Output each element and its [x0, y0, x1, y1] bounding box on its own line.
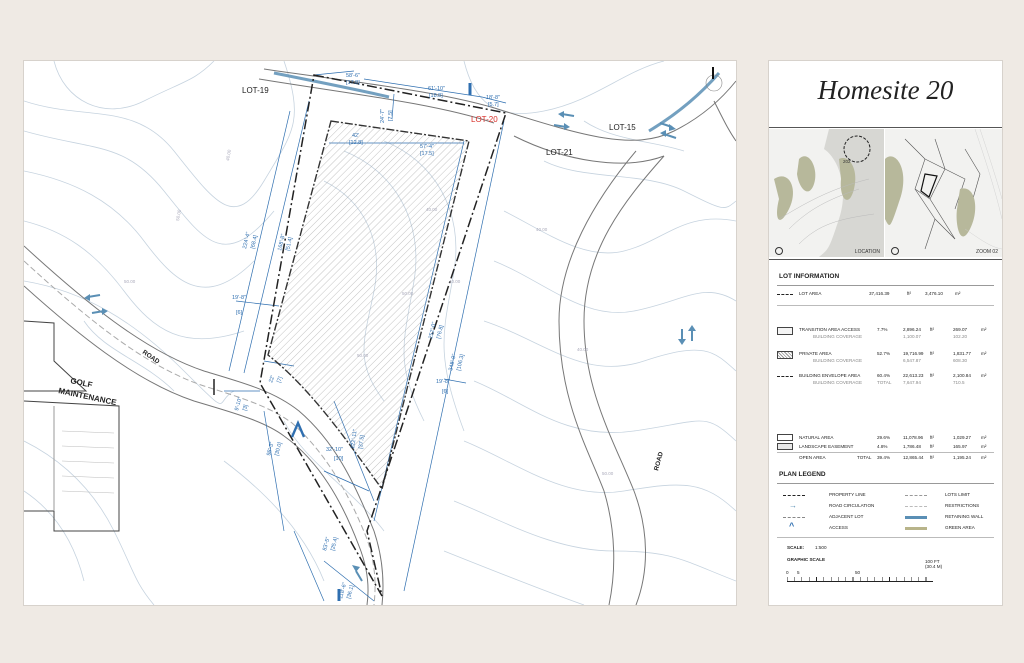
row-label: NATURAL AREA	[799, 435, 834, 440]
row-label: PRIVATE AREA	[799, 351, 832, 356]
row-sub-m: 608.30	[953, 358, 968, 363]
row-sub-m: 710.5	[953, 380, 965, 385]
dim-label: 98'-3"	[266, 441, 276, 457]
site-plan-drawing	[24, 61, 736, 605]
row-pct: 52.7%	[877, 351, 891, 356]
dim-label: [5.7]	[488, 102, 499, 108]
lot-area-m-unit: m²	[955, 291, 961, 296]
row-m: 1,195.24	[953, 455, 971, 460]
row-label: OPEN AREA	[799, 455, 826, 460]
row-ft: 11,078.96	[903, 435, 924, 440]
transition-area-row	[777, 327, 994, 341]
row-ft-unit: ft²	[930, 435, 935, 440]
retaining-wall-symbol	[905, 516, 927, 519]
lot-info-heading: LOT INFORMATION	[779, 273, 840, 280]
contour-label: 40.00	[426, 207, 438, 212]
dim-label: [12.8]	[349, 140, 363, 146]
open-area-row	[777, 455, 994, 463]
row-pct: 39.4%	[877, 455, 891, 460]
dim-label: 252'-0"	[428, 321, 438, 340]
dim-label: 32'-10"	[326, 447, 344, 453]
row-pct: 60.4%	[877, 373, 891, 378]
legend-item: PROPERTY LINE	[829, 492, 866, 497]
divider	[777, 305, 994, 306]
row-sub-ft: 6,547.87	[903, 358, 921, 363]
lot-area-row	[777, 291, 994, 299]
scale-tick-0: 0	[786, 570, 789, 575]
property-line-symbol	[777, 294, 793, 295]
dim-label: 18'-8"	[486, 95, 501, 101]
scale-label: SCALE:	[787, 545, 805, 550]
row-m-unit: m²	[981, 455, 987, 460]
contour-label: 40.00	[225, 149, 232, 162]
dim-label: [30.0]	[274, 441, 284, 457]
contour-label: 40.00	[536, 227, 548, 232]
scale-tick-100: 100 FT	[925, 559, 940, 564]
landscape-easement-swatch	[777, 443, 793, 450]
north-arrow-icon	[891, 247, 899, 255]
row-m: 1,831.77	[953, 351, 971, 356]
lot-area-ft: 37,416.39	[869, 291, 890, 296]
dim-label: [17.8]	[346, 80, 360, 86]
row-ft: 19,716.99	[903, 351, 924, 356]
maintenance-label: MAINTENANCE	[57, 386, 118, 408]
dim-label: 168'-8"	[277, 233, 287, 252]
dim-label: 224'-4"	[242, 231, 252, 250]
row-pct: 4.8%	[877, 444, 888, 449]
lot-19-label: LOT-19	[242, 86, 269, 95]
scale-tick-50: 50	[855, 570, 861, 575]
dim-label: 42'	[352, 133, 360, 139]
access-icon: ^	[789, 521, 795, 531]
row-label: TRANSITION AREA ACCESS	[799, 327, 861, 332]
location-map	[769, 129, 884, 257]
dim-label: 9'-10"	[234, 396, 244, 412]
row-ft: 1,786.48	[903, 444, 921, 449]
building-envelope-row	[777, 373, 994, 387]
legend-item: ADJACENT LOT	[829, 514, 864, 519]
divider	[769, 259, 1002, 260]
golf-label: GOLF	[69, 376, 94, 390]
row-m-unit: m²	[981, 351, 987, 356]
transition-area-swatch	[777, 327, 793, 335]
dim-label: 122'-11"	[350, 428, 359, 450]
lot-15-label: LOT-15	[609, 123, 636, 132]
row-pct: 7.7%	[877, 327, 888, 332]
dim-label: [10]	[334, 456, 344, 462]
row-m-unit: m²	[981, 444, 987, 449]
row-sub-label: BUILDING COVERAGE	[813, 380, 863, 385]
zoom-map	[885, 129, 1002, 257]
road-label-left: ROAD	[140, 348, 161, 366]
graphic-scale-label: GRAPHIC SCALE	[787, 557, 826, 562]
dim-label: [36.1]	[346, 584, 356, 600]
north-arrow-icon	[775, 247, 783, 255]
scale-value: 1:500	[815, 545, 827, 550]
row-ft-unit: ft²	[930, 327, 935, 332]
row-m: 1,029.27	[953, 435, 971, 440]
scale-tick-5: 5	[797, 570, 800, 575]
legend-item: RETAINING WALL	[945, 514, 984, 519]
dim-label: [106.3]	[456, 353, 466, 372]
legend-item: GREEN AREA	[945, 525, 975, 530]
landscape-easement-row	[777, 444, 994, 452]
dim-label: 22'	[268, 374, 277, 384]
row-ft-unit: ft²	[930, 351, 935, 356]
property-line-symbol	[783, 495, 805, 496]
contour-label: 50.00	[402, 291, 414, 296]
dim-label: [25.4]	[330, 536, 340, 552]
row-ft-unit: ft²	[930, 455, 935, 460]
divider	[777, 452, 994, 453]
row-sub-ft: 7,647.94	[903, 380, 921, 385]
location-label: LOCATION	[854, 249, 880, 255]
row-ft: 22,613.23	[903, 373, 924, 378]
dim-label: 61'-10"	[428, 86, 446, 92]
private-area-row	[777, 351, 994, 365]
dim-label: 57'-4"	[420, 144, 435, 150]
row-m: 165.97	[953, 444, 968, 449]
zoom-label: ZOOM 02	[976, 249, 998, 255]
dim-label: [6]	[236, 310, 243, 316]
green-area-symbol	[905, 527, 927, 530]
row-pct: 29.6%	[877, 435, 891, 440]
row-m: 2,100.84	[953, 373, 971, 378]
divider	[777, 537, 994, 538]
private-area-swatch	[777, 351, 793, 359]
contour-label: 40.00	[577, 347, 589, 352]
dim-label: [51.4]	[285, 236, 295, 252]
row-sub-ft: 1,100.07	[903, 334, 921, 339]
row-ft: 2,896.24	[903, 327, 921, 332]
dim-label: [3]	[242, 404, 250, 412]
dim-label: [17.5]	[420, 151, 434, 157]
zoom-badge: 202	[843, 159, 851, 164]
dim-label: [7]	[276, 375, 284, 384]
row-m-unit: m²	[981, 435, 987, 440]
contour-label: 50.00	[357, 353, 369, 358]
row-m: 269.07	[953, 327, 968, 332]
scale-tick-100m: (30.4 M)	[925, 564, 943, 569]
row-m-unit: m²	[981, 373, 987, 378]
row-ft-unit: ft²	[930, 373, 935, 378]
divider	[777, 483, 994, 484]
dim-label: 118'-6"	[338, 581, 349, 600]
contour-label: 50.00	[124, 279, 136, 284]
dim-label: 348'-9"	[448, 353, 458, 372]
lot-20-label: LOT-20	[471, 115, 498, 124]
adjacent-lot-symbol	[783, 517, 805, 518]
graphic-scale-bar	[787, 581, 933, 582]
legend-item: ACCESS	[829, 525, 848, 530]
lot-21-label: LOT-21	[546, 148, 573, 157]
lots-limit-symbol	[905, 495, 927, 496]
row-sub-label: BUILDING COVERAGE	[813, 334, 863, 339]
sheet-title: Homesite 20	[817, 75, 954, 105]
dim-label: [18.8]	[429, 93, 443, 99]
dim-label: 83'-5"	[322, 536, 332, 552]
divider	[777, 285, 994, 286]
row-m-unit: m²	[981, 327, 987, 332]
lot-area-m: 3,476.10	[925, 291, 943, 296]
lot-area-label: LOT AREA	[799, 291, 822, 296]
site-plan	[23, 60, 737, 606]
row-ft-unit: ft²	[930, 444, 935, 449]
dim-label: 19'-8"	[436, 379, 451, 385]
private-area	[268, 121, 469, 489]
row-sub-m: 102.20	[953, 334, 968, 339]
row-ft: 12,865.44	[903, 455, 924, 460]
dim-label: [68.4]	[250, 234, 260, 250]
row-total: TOTAL	[857, 455, 872, 460]
restrictions-symbol	[905, 506, 927, 507]
dim-label: [7.5]	[388, 110, 394, 121]
row-sub-total: TOTAL	[877, 380, 892, 385]
road-circulation-icon: →	[789, 501, 797, 510]
dim-label: 58'-6"	[346, 73, 361, 79]
natural-area-swatch	[777, 434, 793, 441]
divider	[769, 127, 1002, 128]
legend-item: LOTS LIMIT	[945, 492, 971, 497]
natural-area-row	[777, 435, 994, 443]
dim-label: 24'-7"	[380, 108, 386, 123]
row-sub-label: BUILDING COVERAGE	[813, 358, 863, 363]
info-sheet	[768, 60, 1003, 606]
envelope-line-symbol	[777, 376, 793, 377]
legend-item: ROAD CIRCULATION	[829, 503, 875, 508]
plan-legend-heading: PLAN LEGEND	[779, 471, 826, 478]
dim-label: [37.5]	[358, 434, 366, 450]
contour-label: 50.00	[175, 209, 182, 222]
row-label: LANDSCAPE EASEMENT	[799, 444, 854, 449]
dim-label: 19'-8"	[232, 295, 247, 301]
contour-label: 50.00	[602, 471, 614, 476]
dim-label: [76.8]	[436, 324, 446, 340]
contour-label: 40.00	[449, 279, 461, 284]
legend-item: RESTRICTIONS	[945, 503, 980, 508]
graphic-scale-ticks	[787, 577, 933, 581]
dim-label: [6]	[442, 389, 449, 395]
map-thumbnails	[769, 129, 1002, 257]
lot-area-ft-unit: ft²	[907, 291, 912, 296]
road-label-right: ROAD	[653, 451, 665, 472]
row-label: BUILDING ENVELOPE AREA	[799, 373, 861, 378]
